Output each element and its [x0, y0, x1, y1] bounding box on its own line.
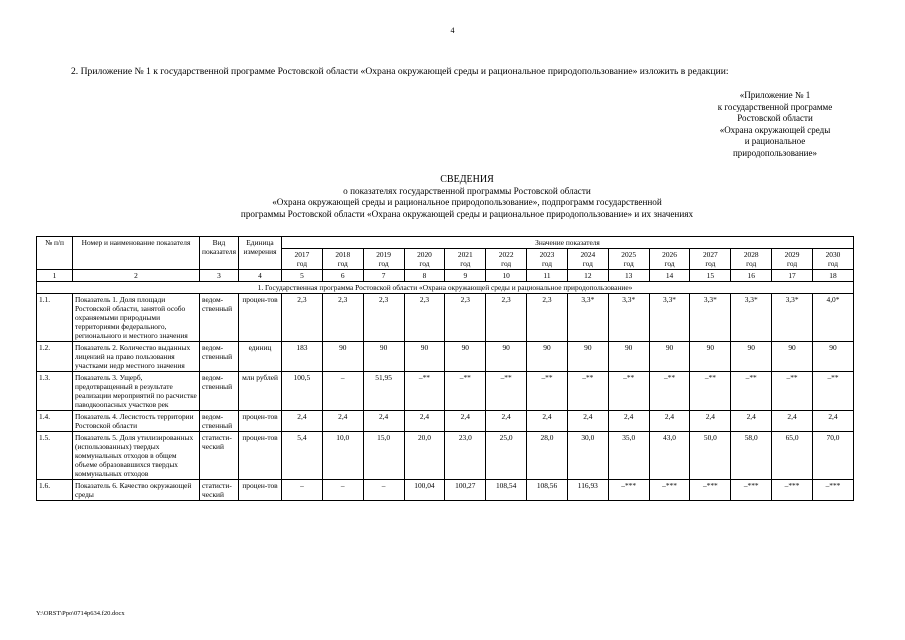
value-cell: 2,4 [812, 411, 853, 432]
year-suffix: год [664, 259, 675, 268]
column-number-cell: 17 [772, 270, 813, 282]
year-suffix: год [746, 259, 757, 268]
column-number-cell: 14 [649, 270, 690, 282]
value-cell: 90 [567, 342, 608, 372]
value-cell: –*** [731, 480, 772, 501]
value-cell: 183 [282, 342, 323, 372]
table-row [37, 432, 854, 480]
indicators-table [36, 236, 854, 501]
value-cell: 90 [322, 342, 363, 372]
value-cell: 90 [404, 342, 445, 372]
value-cell: 2,4 [282, 411, 323, 432]
indicator-name-cell: Показатель 5. Доля утилизированных (использованных) твердых коммунальных отходов в общем объеме образовавшихся твердых коммунальных отходов [73, 432, 200, 480]
column-number-cell: 10 [486, 270, 527, 282]
intro-paragraph: 2. Приложение № 1 к государственной программе Ростовской области «Охрана окружающей среды и рациональное природопользование» изложить в редакции: [71, 66, 729, 77]
year-value: 2024 [580, 250, 596, 259]
year-suffix: год [623, 259, 634, 268]
value-cell: 90 [486, 342, 527, 372]
year-header-cell [363, 249, 404, 270]
value-cell: 108,56 [527, 480, 568, 501]
value-cell: 25,0 [486, 432, 527, 480]
value-cell: 35,0 [608, 432, 649, 480]
indicator-type-cell: статисти-ческий [200, 432, 239, 480]
appendix-line: природопользование» [732, 147, 817, 158]
column-number-cell: 7 [363, 270, 404, 282]
value-cell: –*** [772, 480, 813, 501]
year-value: 2020 [417, 250, 432, 259]
value-cell: –** [731, 372, 772, 411]
year-header-cell [772, 249, 813, 270]
value-cell: 90 [772, 342, 813, 372]
value-cell: 2,4 [690, 411, 731, 432]
value-cell: 3,3* [608, 294, 649, 342]
year-value: 2030 [825, 250, 841, 259]
row-number-cell: 1.1. [37, 294, 73, 342]
value-cell: –** [486, 372, 527, 411]
year-suffix: год [501, 259, 512, 268]
year-suffix: год [787, 259, 798, 268]
year-suffix: год [541, 259, 553, 268]
year-header-cell [282, 249, 323, 270]
indicator-name-cell: Показатель 3. Ущерб, предотвращенный в результате реализации мероприятий по расчистке паводкоопасных участков рек [73, 372, 200, 411]
value-cell: 3,3* [772, 294, 813, 342]
page-number: 4 [450, 26, 455, 35]
year-header-cell [527, 249, 568, 270]
value-cell: –** [690, 372, 731, 411]
year-header-cell [567, 249, 608, 270]
column-number-cell: 12 [567, 270, 608, 282]
column-number-cell: 3 [200, 270, 239, 282]
column-number-cell: 4 [239, 270, 282, 282]
row-number-cell: 1.5. [37, 432, 73, 480]
year-suffix: год [705, 259, 716, 268]
value-cell: 2,4 [649, 411, 690, 432]
column-number-cell: 15 [690, 270, 731, 282]
value-cell: 65,0 [772, 432, 813, 480]
value-cell: –** [772, 372, 813, 411]
value-cell: –*** [608, 480, 649, 501]
year-value: 2022 [498, 250, 514, 259]
document-heading [187, 174, 747, 220]
value-cell: 2,4 [322, 411, 363, 432]
year-header-cell [812, 249, 853, 270]
value-cell: 2,3 [527, 294, 568, 342]
year-header-cell [649, 249, 690, 270]
year-value: 2018 [335, 250, 351, 259]
value-cell: 30,0 [567, 432, 608, 480]
row-number-cell: 1.4. [37, 411, 73, 432]
year-value: 2025 [621, 250, 637, 259]
year-header-cell [404, 249, 445, 270]
value-cell: 90 [731, 342, 772, 372]
column-number-cell: 8 [404, 270, 445, 282]
value-cell: 2,3 [363, 294, 404, 342]
year-value: 2017 [294, 250, 310, 259]
column-number-row [37, 270, 854, 282]
header-unit: Единица измерения [239, 237, 282, 270]
value-cell: 3,3* [731, 294, 772, 342]
value-cell: 90 [690, 342, 731, 372]
value-cell: –** [649, 372, 690, 411]
value-cell: 100,04 [404, 480, 445, 501]
value-cell: 70,0 [812, 432, 853, 480]
value-cell: 2,3 [322, 294, 363, 342]
value-cell: 90 [363, 342, 404, 372]
year-suffix: год [337, 259, 348, 268]
value-cell: 2,4 [404, 411, 445, 432]
heading-title: СВЕДЕНИЯ [440, 174, 494, 185]
value-cell: 23,0 [445, 432, 486, 480]
indicator-unit-cell: единиц [239, 342, 282, 372]
value-cell: – [363, 480, 404, 501]
year-value: 2021 [457, 250, 473, 259]
value-cell: 5,4 [282, 432, 323, 480]
year-suffix: год [296, 259, 307, 268]
header-name: Номер и наименование показателя [73, 237, 200, 270]
column-number-cell: 16 [731, 270, 772, 282]
appendix-line: и рациональное [744, 136, 806, 146]
value-cell: –** [527, 372, 568, 411]
row-number-cell: 1.2. [37, 342, 73, 372]
value-cell: 2,3 [486, 294, 527, 342]
value-cell: 2,4 [486, 411, 527, 432]
value-cell: 2,4 [527, 411, 568, 432]
value-cell: 2,4 [363, 411, 404, 432]
column-number-cell: 13 [608, 270, 649, 282]
value-cell: 100,5 [282, 372, 323, 411]
value-cell: 28,0 [527, 432, 568, 480]
value-cell: 51,95 [363, 372, 404, 411]
year-value: 2028 [743, 250, 759, 259]
value-cell: – [322, 372, 363, 411]
value-cell: – [322, 480, 363, 501]
year-value: 2023 [539, 250, 555, 259]
year-suffix: год [378, 259, 389, 268]
value-cell: 90 [527, 342, 568, 372]
appendix-line: «Приложение № 1 [739, 90, 811, 100]
column-number-cell: 9 [445, 270, 486, 282]
year-header-cell [731, 249, 772, 270]
appendix-line: к государственной программе [717, 101, 833, 112]
value-cell: 2,3 [445, 294, 486, 342]
column-number-cell: 2 [73, 270, 200, 282]
heading-line: программы Ростовской области «Охрана окружающей среды и рациональное природопользование» и их значениях [240, 208, 694, 219]
header-num: № п/п [37, 237, 73, 270]
value-cell: 90 [445, 342, 486, 372]
indicator-type-cell: статисти-ческий [200, 480, 239, 501]
column-number-cell: 6 [322, 270, 363, 282]
value-cell: –** [445, 372, 486, 411]
year-header-cell [445, 249, 486, 270]
year-suffix: год [582, 259, 593, 268]
value-cell: –*** [649, 480, 690, 501]
header-values: Значение показателя [282, 237, 854, 249]
year-header-cell [486, 249, 527, 270]
section-title: 1. Государственная программа Ростовской области «Охрана окружающей среды и рациональное природопользование» [37, 282, 854, 294]
value-cell: –*** [812, 480, 853, 501]
value-cell: 2,3 [404, 294, 445, 342]
column-number-cell: 5 [282, 270, 323, 282]
value-cell: 43,0 [649, 432, 690, 480]
year-header-cell [322, 249, 363, 270]
row-number-cell: 1.3. [37, 372, 73, 411]
row-number-cell: 1.6. [37, 480, 73, 501]
indicator-name-cell: Показатель 6. Качество окружающей среды [73, 480, 200, 501]
value-cell: –** [404, 372, 445, 411]
indicator-type-cell: ведом-ственный [200, 372, 239, 411]
table-row [37, 294, 854, 342]
section-row [37, 282, 854, 294]
heading-line: о показателях государственной программы Ростовской области [343, 185, 591, 196]
indicator-type-cell: ведом-ственный [200, 294, 239, 342]
value-cell: 20,0 [404, 432, 445, 480]
value-cell: 10,0 [322, 432, 363, 480]
value-cell: 2,4 [567, 411, 608, 432]
indicator-name-cell: Показатель 1. Доля площади Ростовской области, занятой особо охраняемыми природными территориями федерального, регионального и местного значения [73, 294, 200, 342]
table-body [37, 282, 854, 501]
year-suffix: год [419, 259, 430, 268]
value-cell: 90 [812, 342, 853, 372]
indicator-unit-cell: процен-тов [239, 411, 282, 432]
value-cell: –*** [690, 480, 731, 501]
value-cell: 3,3* [690, 294, 731, 342]
value-cell: 90 [608, 342, 649, 372]
year-header-cell [608, 249, 649, 270]
heading-line: «Охрана окружающей среды и рациональное природопользование», подпрограмм государственной [272, 197, 662, 207]
indicator-unit-cell: процен-тов [239, 294, 282, 342]
table-row [37, 411, 854, 432]
value-cell: –** [567, 372, 608, 411]
year-suffix: год [460, 259, 471, 268]
indicator-unit-cell: процен-тов [239, 480, 282, 501]
value-cell: 108,54 [486, 480, 527, 501]
value-cell: 3,3* [567, 294, 608, 342]
table-row [37, 480, 854, 501]
header-type: Вид показателя [200, 237, 239, 270]
value-cell: 100,27 [445, 480, 486, 501]
appendix-line: Ростовской области [737, 113, 813, 123]
value-cell: 2,4 [731, 411, 772, 432]
year-suffix: год [827, 259, 839, 268]
table-row [37, 342, 854, 372]
column-number-cell: 11 [527, 270, 568, 282]
value-cell: 50,0 [690, 432, 731, 480]
year-value: 2029 [784, 250, 800, 259]
value-cell: 2,4 [772, 411, 813, 432]
indicator-name-cell: Показатель 4. Лесистость территории Ростовской области [73, 411, 200, 432]
year-header-cell [690, 249, 731, 270]
appendix-reference [680, 90, 870, 159]
value-cell: 15,0 [363, 432, 404, 480]
value-cell: 4,0* [812, 294, 853, 342]
year-value: 2019 [376, 250, 391, 259]
indicator-unit-cell: млн рублей [239, 372, 282, 411]
year-value: 2026 [662, 250, 677, 259]
indicator-type-cell: ведом-ственный [200, 411, 239, 432]
appendix-line: «Охрана окружающей среды [719, 124, 831, 135]
indicator-unit-cell: процен-тов [239, 432, 282, 480]
value-cell: – [282, 480, 323, 501]
column-number-cell: 18 [812, 270, 853, 282]
value-cell: 90 [649, 342, 690, 372]
value-cell: 2,3 [282, 294, 323, 342]
indicator-type-cell: ведом-ственный [200, 342, 239, 372]
column-number-cell: 1 [37, 270, 73, 282]
value-cell: 58,0 [731, 432, 772, 480]
value-cell: 116,93 [567, 480, 608, 501]
value-cell: –** [608, 372, 649, 411]
value-cell: 2,4 [608, 411, 649, 432]
table-row [37, 372, 854, 411]
value-cell: 2,4 [445, 411, 486, 432]
indicator-name-cell: Показатель 2. Количество выданных лицензий на право пользования участками недр местного значения [73, 342, 200, 372]
file-path: Y:\ORST\Ppo\0714p634.f20.docx [36, 610, 125, 617]
year-value: 2027 [702, 250, 718, 259]
value-cell: –** [812, 372, 853, 411]
value-cell: 3,3* [649, 294, 690, 342]
